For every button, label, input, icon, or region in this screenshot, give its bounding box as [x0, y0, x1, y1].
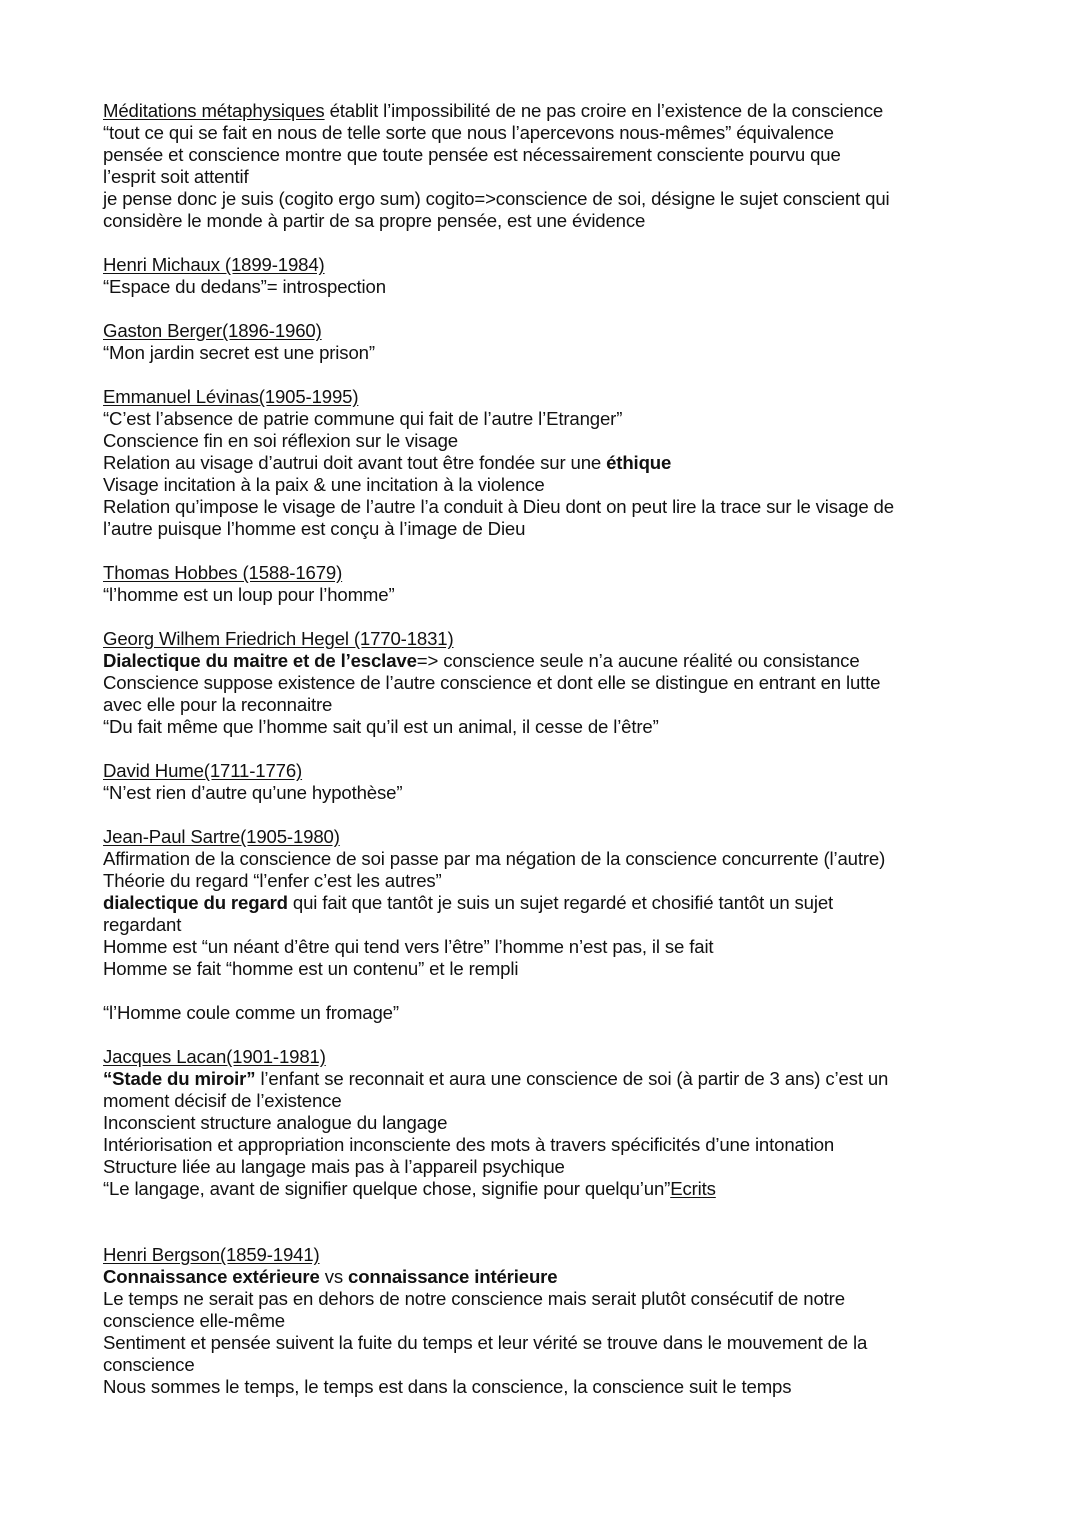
quote-line: “l’Homme coule comme un fromage” — [103, 1002, 399, 1023]
spacer — [103, 980, 988, 1002]
section-michaux — [103, 254, 988, 298]
spacer — [103, 738, 988, 760]
author-heading: Henri Michaux (1899-1984) — [103, 254, 325, 275]
section-levinas — [103, 386, 988, 540]
bold-term: Connaissance extérieure — [103, 1266, 320, 1287]
author-heading: Jacques Lacan(1901-1981) — [103, 1046, 326, 1067]
quote-line: “N’est rien d’autre qu’une hypothèse” — [103, 782, 403, 803]
spacer — [103, 804, 988, 826]
author-heading: Emmanuel Lévinas(1905-1995) — [103, 386, 359, 407]
text-line — [103, 100, 988, 122]
text-line: considère le monde à partir de sa propre pensée, est une évidence — [103, 210, 646, 231]
quote-line: “C’est l’absence de patrie commune qui fait de l’autre l’Etranger” — [103, 408, 623, 429]
quote-line: “Mon jardin secret est une prison” — [103, 342, 375, 363]
text-line: Intériorisation et appropriation inconsciente des mots à travers spécificités d’une intonation — [103, 1134, 835, 1155]
author-heading: David Hume(1711-1776) — [103, 760, 303, 781]
author-heading: Henri Bergson(1859-1941) — [103, 1244, 320, 1265]
section-descartes — [103, 100, 988, 232]
text-line — [103, 1068, 988, 1090]
text-line: Sentiment et pensée suivent la fuite du temps et leur vérité se trouve dans le mouvement de la — [103, 1332, 868, 1353]
section-hegel — [103, 628, 988, 738]
spacer — [103, 606, 988, 628]
text-line: Visage incitation à la paix & une incitation à la violence — [103, 474, 545, 495]
text-line: avec elle pour la reconnaitre — [103, 694, 333, 715]
text-line: Relation qu’impose le visage de l’autre l’a conduit à Dieu dont on peut lire la trace sur le visage de — [103, 496, 894, 517]
spacer — [103, 1024, 988, 1046]
text-line: Inconscient structure analogue du langage — [103, 1112, 448, 1133]
text-span: vs — [319, 1266, 349, 1287]
document-page — [103, 100, 988, 1398]
text-line: Conscience fin en soi réflexion sur le visage — [103, 430, 458, 451]
author-heading: Gaston Berger(1896-1960) — [103, 320, 322, 341]
text-span: => conscience seule n’a aucune réalité ou consistance — [416, 650, 860, 671]
bold-term: Dialectique du maitre et de l’esclave — [103, 650, 417, 671]
text-line — [103, 650, 988, 672]
bold-term: éthique — [606, 452, 672, 473]
spacer — [103, 540, 988, 562]
section-berger — [103, 320, 988, 364]
text-span: qui fait que tantôt je suis un sujet regardé et chosifié tantôt un sujet — [287, 892, 834, 913]
section-sartre — [103, 826, 988, 1024]
bold-term: connaissance intérieure — [348, 1266, 558, 1287]
text-line: conscience elle-même — [103, 1310, 285, 1331]
spacer — [103, 298, 988, 320]
text-line: l’autre puisque l’homme est conçu à l’image de Dieu — [103, 518, 526, 539]
text-line: Nous sommes le temps, le temps est dans la conscience, la conscience suit le temps — [103, 1376, 792, 1397]
section-bergson — [103, 1244, 988, 1398]
text-line: pensée et conscience montre que toute pensée est nécessairement consciente pourvu que — [103, 144, 841, 165]
quote-line — [103, 1178, 988, 1200]
text-line: Homme se fait “homme est un contenu” et le rempli — [103, 958, 519, 979]
text-line: Homme est “un néant d’être qui tend vers l’être” l’homme n’est pas, il se fait — [103, 936, 714, 957]
text-span: “Le langage, avant de signifier quelque chose, signifie pour quelqu’un” — [103, 1178, 671, 1199]
section-hume — [103, 760, 988, 804]
text-line — [103, 452, 988, 474]
text-line: moment décisif de l’existence — [103, 1090, 342, 1111]
section-lacan — [103, 1046, 988, 1200]
quote-line: “l’homme est un loup pour l’homme” — [103, 584, 395, 605]
text-line: Structure liée au langage mais pas à l’appareil psychique — [103, 1156, 565, 1177]
spacer — [103, 1222, 988, 1244]
bold-term: dialectique du regard — [103, 892, 288, 913]
quote-line: “Espace du dedans”= introspection — [103, 276, 386, 297]
text-line: conscience — [103, 1354, 195, 1375]
text-span: établit l’impossibilité de ne pas croire en l’existence de la conscience — [324, 100, 884, 121]
spacer — [103, 232, 988, 254]
text-line: Conscience suppose existence de l’autre conscience et dont elle se distingue en entrant en lutte — [103, 672, 881, 693]
text-line: je pense donc je suis (cogito ergo sum) cogito=>conscience de soi, désigne le sujet conscient qui — [103, 188, 890, 209]
author-heading: Jean-Paul Sartre(1905-1980) — [103, 826, 340, 847]
work-title: Ecrits — [670, 1178, 716, 1199]
text-line: “tout ce qui se fait en nous de telle sorte que nous l’apercevons nous-mêmes” équivalence — [103, 122, 834, 143]
section-hobbes — [103, 562, 988, 606]
text-span: Relation au visage d’autrui doit avant tout être fondée sur une — [103, 452, 607, 473]
text-line: Le temps ne serait pas en dehors de notre conscience mais serait plutôt consécutif de notre — [103, 1288, 845, 1309]
text-span: l’enfant se reconnait et aura une conscience de soi (à partir de 3 ans) c’est un — [255, 1068, 889, 1089]
text-line — [103, 892, 988, 914]
work-title: Méditations métaphysiques — [103, 100, 325, 121]
text-line: l’esprit soit attentif — [103, 166, 249, 187]
text-line — [103, 1266, 988, 1288]
bold-term: “Stade du miroir” — [103, 1068, 256, 1089]
text-line: Affirmation de la conscience de soi passe par ma négation de la conscience concurrente (l’autre) — [103, 848, 886, 869]
spacer — [103, 1200, 988, 1222]
author-heading: Georg Wilhem Friedrich Hegel (1770-1831) — [103, 628, 454, 649]
text-line: regardant — [103, 914, 182, 935]
quote-line: “Du fait même que l’homme sait qu’il est un animal, il cesse de l’être” — [103, 716, 659, 737]
spacer — [103, 364, 988, 386]
author-heading: Thomas Hobbes (1588-1679) — [103, 562, 343, 583]
text-line: Théorie du regard “l’enfer c’est les autres” — [103, 870, 442, 891]
